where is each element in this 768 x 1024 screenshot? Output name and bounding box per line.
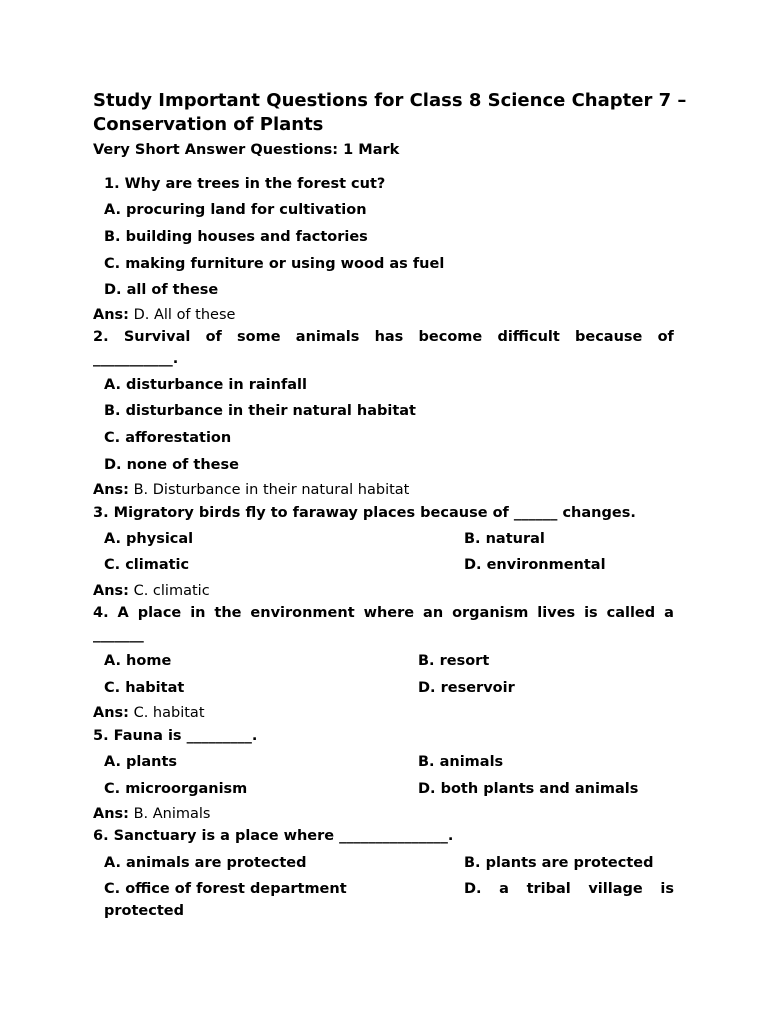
q2-word: become <box>418 329 483 345</box>
question-6: 6. Sanctuary is a place where _______________. <box>93 828 454 844</box>
question-5: 5. Fauna is _________. <box>93 728 258 744</box>
q2-word: some <box>237 329 281 345</box>
q4-option-a: A. home <box>104 653 172 669</box>
q4-word: the <box>214 605 242 621</box>
q4-answer <box>93 705 205 721</box>
q4-word: where <box>363 605 415 621</box>
q1-option-d: D. all of these <box>104 282 219 298</box>
q4-word: called <box>606 605 656 621</box>
answer-text: B. Disturbance in their natural habitat <box>128 482 410 498</box>
q6-option-a: A. animals are protected <box>104 855 307 871</box>
q5-option-b: B. animals <box>418 754 504 770</box>
q6-d-word: D. <box>464 881 482 897</box>
q2-option-d: D. none of these <box>104 457 239 473</box>
q2-word: animals <box>295 329 360 345</box>
q4-word: organism <box>452 605 529 621</box>
q2-option-b: B. disturbance in their natural habitat <box>104 403 416 419</box>
q2-option-a: A. disturbance in rainfall <box>104 377 307 393</box>
question-3: 3. Migratory birds fly to faraway places because of ______ changes. <box>93 505 636 521</box>
q6-d-word: a <box>499 881 509 897</box>
q1-option-b: B. building houses and factories <box>104 229 368 245</box>
answer-label: Ans: <box>93 806 129 822</box>
question-4-line-2: _______ <box>93 627 144 643</box>
q2-word: has <box>374 329 404 345</box>
page-title-line-1: Study Important Questions for Class 8 Science Chapter 7 – <box>93 90 687 111</box>
answer-label: Ans: <box>93 307 129 323</box>
q4-word: 4. <box>93 605 109 621</box>
q2-word: because <box>575 329 643 345</box>
q4-option-d: D. reservoir <box>418 680 515 696</box>
answer-label: Ans: <box>93 583 129 599</box>
q3-answer <box>93 583 210 599</box>
q1-option-c: C. making furniture or using wood as fuel <box>104 256 445 272</box>
answer-text: C. climatic <box>128 583 210 599</box>
q4-word: environment <box>250 605 355 621</box>
q3-option-a: A. physical <box>104 531 194 547</box>
question-2-line-2: ___________. <box>93 351 179 367</box>
q6-option-c: C. office of forest department <box>104 881 347 897</box>
q2-answer <box>93 482 409 498</box>
q2-word: difficult <box>497 329 560 345</box>
q4-word: place <box>137 605 182 621</box>
question-4-line-1 <box>93 605 674 621</box>
q2-word: Survival <box>123 329 191 345</box>
q6-option-d-line-2: protected <box>104 903 184 919</box>
q3-option-c: C. climatic <box>104 557 190 573</box>
q4-word: in <box>190 605 206 621</box>
q6-d-word: tribal <box>526 881 571 897</box>
q6-d-word: village <box>588 881 643 897</box>
question-2-line-1 <box>93 329 674 345</box>
answer-label: Ans: <box>93 705 129 721</box>
q5-option-d: D. both plants and animals <box>418 781 639 797</box>
answer-text: B. Animals <box>128 806 211 822</box>
q3-option-b: B. natural <box>464 531 545 547</box>
q5-answer <box>93 806 211 822</box>
question-1: 1. Why are trees in the forest cut? <box>104 176 386 192</box>
q4-word: A <box>117 605 129 621</box>
q2-option-c: C. afforestation <box>104 430 232 446</box>
q4-word: an <box>423 605 444 621</box>
q5-option-a: A. plants <box>104 754 178 770</box>
q6-option-b: B. plants are protected <box>464 855 654 871</box>
answer-label: Ans: <box>93 482 129 498</box>
answer-text: C. habitat <box>128 705 205 721</box>
q5-option-c: C. microorganism <box>104 781 248 797</box>
q1-answer <box>93 307 235 323</box>
q6-option-d-line-1 <box>464 881 674 897</box>
q2-word: 2. <box>93 329 109 345</box>
q1-option-a: A. procuring land for cultivation <box>104 202 367 218</box>
answer-text: D. All of these <box>128 307 236 323</box>
q4-word: a <box>664 605 674 621</box>
q2-word: of <box>205 329 222 345</box>
q4-word: lives <box>537 605 576 621</box>
q3-option-d: D. environmental <box>464 557 606 573</box>
section-subtitle: Very Short Answer Questions: 1 Mark <box>93 142 400 158</box>
q4-option-b: B. resort <box>418 653 490 669</box>
q4-word: is <box>584 605 598 621</box>
q2-word: of <box>657 329 674 345</box>
q6-d-word: is <box>660 881 674 897</box>
page-title-line-2: Conservation of Plants <box>93 114 324 135</box>
q4-option-c: C. habitat <box>104 680 185 696</box>
